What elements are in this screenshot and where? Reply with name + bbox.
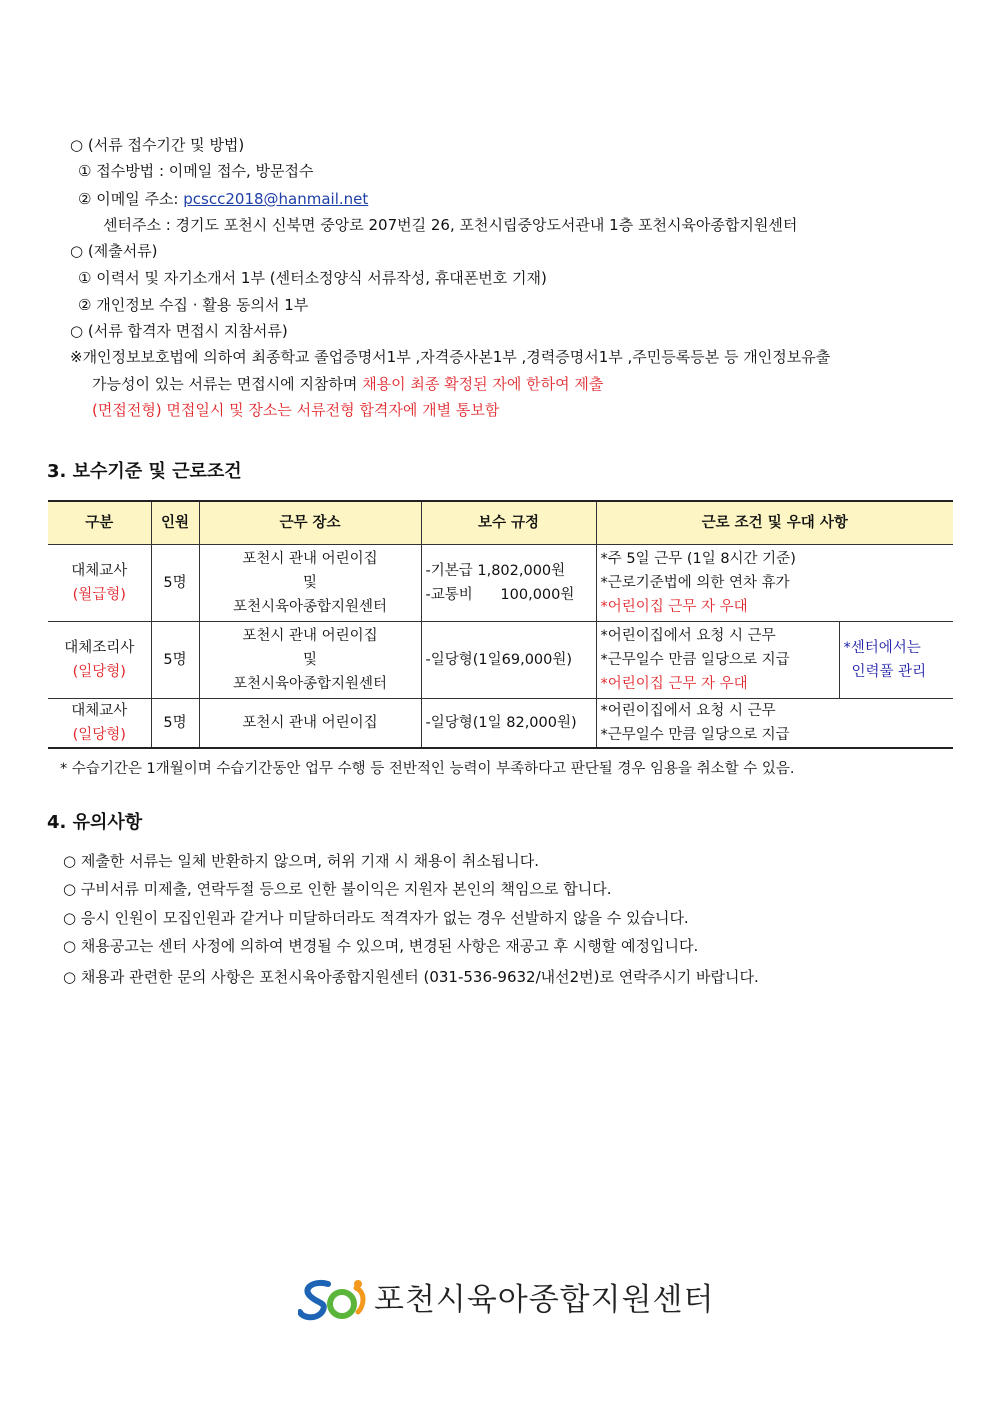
email-line	[78, 189, 368, 209]
row-place	[199, 622, 421, 699]
condition-line: *근로기준법에 의한 연차 휴가	[600, 575, 790, 591]
privacy-notice-highlight: 채용이 최종 확정된 자에 한하여 제출	[362, 375, 604, 393]
row-count: 5명	[151, 545, 199, 622]
header-place: 근무 장소	[199, 501, 421, 545]
pay-line: -기본급 1,802,000원	[425, 563, 566, 579]
note-line: *센터에서는	[843, 640, 921, 656]
note-line: 인력풀 관리	[851, 664, 927, 680]
receipt-method: ① 접수방법 : 이메일 접수, 방문접수	[78, 162, 314, 180]
place-line: 및	[302, 652, 317, 668]
category-subtype: (일당형)	[72, 727, 126, 743]
row-pay	[421, 545, 596, 622]
category-type: 대체조리사	[64, 640, 135, 656]
row-category	[48, 622, 151, 699]
logo-text: 포천시육아종합지원센터	[374, 1282, 715, 1318]
condition-line: *어린이집에서 요청 시 근무	[600, 628, 776, 644]
row-place: 포천시 관내 어린이집	[199, 699, 421, 749]
conditions-table	[48, 500, 953, 749]
row-category	[48, 699, 151, 749]
condition-line: *근무일수 만큼 일당으로 지급	[600, 652, 790, 668]
place-line: 및	[302, 575, 317, 591]
privacy-notice-text: 가능성이 있는 서류는 면접시에 지참하며	[92, 375, 358, 393]
category-subtype: (일당형)	[72, 664, 126, 680]
row-place	[199, 545, 421, 622]
place-line: 포천시 관내 어린이집	[242, 628, 378, 644]
notice-item: ○ 채용공고는 센터 사정에 의하여 변경될 수 있으며, 변경된 사항은 재공고 후 시행할 예정입니다.	[63, 937, 699, 955]
condition-line: *근무일수 만큼 일당으로 지급	[600, 727, 790, 743]
place-line: 포천시 관내 어린이집	[242, 551, 378, 567]
header-count: 인원	[151, 501, 199, 545]
section3-title: 3. 보수기준 및 근로조건	[47, 461, 242, 482]
privacy-notice-cont	[92, 374, 603, 394]
email-label: ② 이메일 주소:	[78, 190, 179, 208]
place-line: 포천시육아종합지원센터	[232, 599, 388, 615]
table-row	[48, 622, 953, 699]
receipt-period-heading: ○ (서류 접수기간 및 방법)	[70, 136, 245, 154]
condition-line: *어린이집에서 요청 시 근무	[600, 703, 776, 719]
row-category	[48, 545, 151, 622]
row-conditions	[596, 545, 953, 622]
email-link[interactable]: pcscc2018@hanmail.net	[183, 190, 369, 208]
header-conditions: 근로 조건 및 우대 사항	[596, 501, 953, 545]
condition-line: *주 5일 근무 (1일 8시간 기준)	[600, 551, 796, 567]
row-note	[839, 622, 953, 699]
category-type: 대체교사	[71, 703, 128, 719]
notice-item: ○ 구비서류 미제출, 연락두절 등으로 인한 불이익은 지원자 본인의 책임으로 합니다.	[63, 880, 612, 898]
pay-line: -교통비 100,000원	[425, 587, 575, 603]
logo-mark-icon	[298, 1278, 370, 1322]
row-count: 5명	[151, 622, 199, 699]
documents-item-resume: ① 이력서 및 자기소개서 1부 (센터소정양식 서류작성, 휴대폰번호 기재)	[78, 269, 547, 287]
place-line: 포천시육아종합지원센터	[232, 676, 388, 692]
interview-notice: (면접전형) 면접일시 및 장소는 서류전형 합격자에 개별 통보함	[92, 401, 500, 419]
notice-item: ○ 채용과 관련한 문의 사항은 포천시육아종합지원센터 (031-536-9632/내선2번)로 연락주시기 바랍니다.	[63, 968, 759, 986]
privacy-notice: ※개인정보보호법에 의하여 최종학교 졸업증명서1부 ,자격증사본1부 ,경력증명서1부 ,주민등록등본 등 개인정보유출	[70, 348, 831, 366]
header-pay: 보수 규정	[421, 501, 596, 545]
row-conditions	[596, 699, 953, 749]
notice-item: ○ 응시 인원이 모집인원과 같거나 미달하더라도 적격자가 없는 경우 선발하지 않을 수 있습니다.	[63, 909, 689, 927]
table-row	[48, 699, 953, 749]
condition-line: *어린이집 근무 자 우대	[600, 599, 748, 615]
probation-footnote: * 수습기간은 1개월이며 수습기간동안 업무 수행 등 전반적인 능력이 부족하다고 판단될 경우 임용을 취소할 수 있음.	[60, 761, 795, 777]
table-header-row	[48, 501, 953, 545]
category-subtype: (월급형)	[72, 587, 126, 603]
header-category: 구분	[48, 501, 151, 545]
documents-item-consent: ② 개인정보 수집 · 활용 동의서 1부	[78, 296, 309, 314]
documents-heading: ○ (제출서류)	[70, 242, 158, 260]
interview-docs-heading: ○ (서류 합격자 면접시 지참서류)	[70, 322, 288, 340]
row-count: 5명	[151, 699, 199, 749]
condition-line: *어린이집 근무 자 우대	[600, 676, 748, 692]
section4-title: 4. 유의사항	[47, 812, 143, 833]
row-pay: -일당형(1일69,000원)	[421, 622, 596, 699]
row-pay: -일당형(1일 82,000원)	[421, 699, 596, 749]
center-logo	[298, 1276, 715, 1324]
category-type: 대체교사	[71, 563, 128, 579]
table-row	[48, 545, 953, 622]
notice-item: ○ 제출한 서류는 일체 반환하지 않으며, 허위 기재 시 채용이 취소됩니다.	[63, 852, 540, 870]
center-address: 센터주소 : 경기도 포천시 신북면 중앙로 207번길 26, 포천시립중앙도서관내 1층 포천시육아종합지원센터	[103, 216, 798, 234]
row-conditions	[596, 622, 839, 699]
